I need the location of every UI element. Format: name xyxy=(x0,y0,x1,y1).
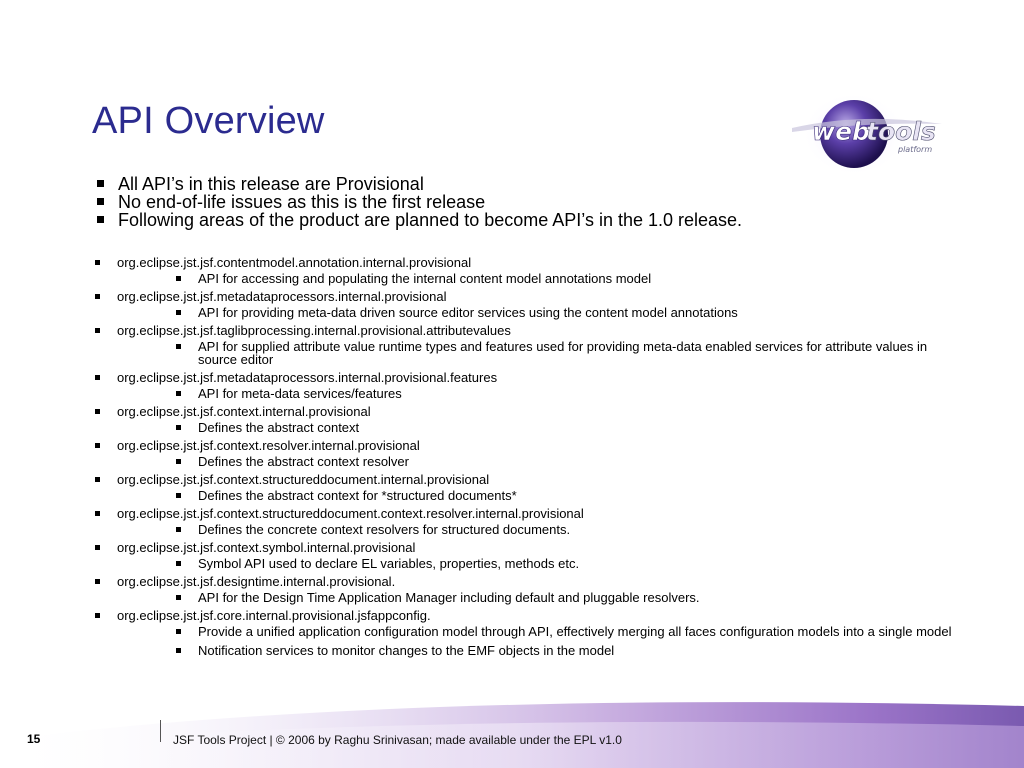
package-name: org.eclipse.jst.jsf.designtime.internal.provisional. xyxy=(117,574,396,589)
package-description: API for providing meta-data driven source editor services using the content model annotations xyxy=(176,306,958,319)
web-tools-logo xyxy=(782,92,950,178)
package-description: Symbol API used to declare EL variables, properties, methods etc. xyxy=(176,557,958,570)
logo-web-text: web xyxy=(812,117,870,146)
package-description: API for accessing and populating the internal content model annotations model xyxy=(176,272,958,285)
package-name: org.eclipse.jst.jsf.context.structureddocument.context.resolver.internal.provisional xyxy=(117,506,584,521)
package-item xyxy=(95,370,975,400)
footer-copyright: JSF Tools Project | © 2006 by Raghu Srinivasan; made available under the EPL v1.0 xyxy=(173,733,622,747)
package-name: org.eclipse.jst.jsf.taglibprocessing.internal.provisional.attributevalues xyxy=(117,323,511,338)
main-bullet-list xyxy=(97,175,742,229)
package-description: Defines the abstract context for *structured documents* xyxy=(176,489,958,502)
package-description: Defines the abstract context xyxy=(176,421,958,434)
package-description: Provide a unified application configuration model through API, effectively merging all faces configuration models into a single model xyxy=(176,625,958,638)
package-item xyxy=(95,540,975,570)
package-description: API for meta-data services/features xyxy=(176,387,958,400)
package-item xyxy=(95,506,975,536)
package-description: API for supplied attribute value runtime types and features used for providing meta-data enabled services for attribute values in source editor xyxy=(176,340,958,366)
package-name: org.eclipse.jst.jsf.contentmodel.annotation.internal.provisional xyxy=(117,255,472,270)
package-list xyxy=(95,253,975,661)
package-name: org.eclipse.jst.jsf.context.symbol.internal.provisional xyxy=(117,540,416,555)
package-description: Defines the concrete context resolvers for structured documents. xyxy=(176,523,958,536)
package-item xyxy=(95,289,975,319)
footer-divider xyxy=(160,720,161,742)
package-name: org.eclipse.jst.jsf.context.structureddocument.internal.provisional xyxy=(117,472,490,487)
package-name: org.eclipse.jst.jsf.metadataprocessors.internal.provisional.features xyxy=(117,370,498,385)
package-description: Notification services to monitor changes to the EMF objects in the model xyxy=(176,644,958,657)
main-bullet: Following areas of the product are planned to become API’s in the 1.0 release. xyxy=(97,211,742,229)
package-name: org.eclipse.jst.jsf.context.internal.provisional xyxy=(117,404,371,419)
package-name: org.eclipse.jst.jsf.context.resolver.internal.provisional xyxy=(117,438,420,453)
package-item xyxy=(95,255,975,285)
package-item xyxy=(95,404,975,434)
package-item xyxy=(95,438,975,468)
package-item xyxy=(95,323,975,366)
logo-tagline-text: platform xyxy=(898,145,933,154)
slide-title: API Overview xyxy=(92,100,325,142)
package-item xyxy=(95,608,975,657)
package-description: API for the Design Time Application Manager including default and pluggable resolvers. xyxy=(176,591,958,604)
package-description: Defines the abstract context resolver xyxy=(176,455,958,468)
page-number: 15 xyxy=(27,732,41,746)
logo-tools-text: tools xyxy=(866,117,936,146)
package-name: org.eclipse.jst.jsf.metadataprocessors.internal.provisional xyxy=(117,289,447,304)
package-name: org.eclipse.jst.jsf.core.internal.provisional.jsfappconfig. xyxy=(117,608,431,623)
package-item xyxy=(95,574,975,604)
package-item xyxy=(95,472,975,502)
main-bullet: No end-of-life issues as this is the first release xyxy=(97,193,742,211)
main-bullet: All API’s in this release are Provisional xyxy=(97,175,742,193)
